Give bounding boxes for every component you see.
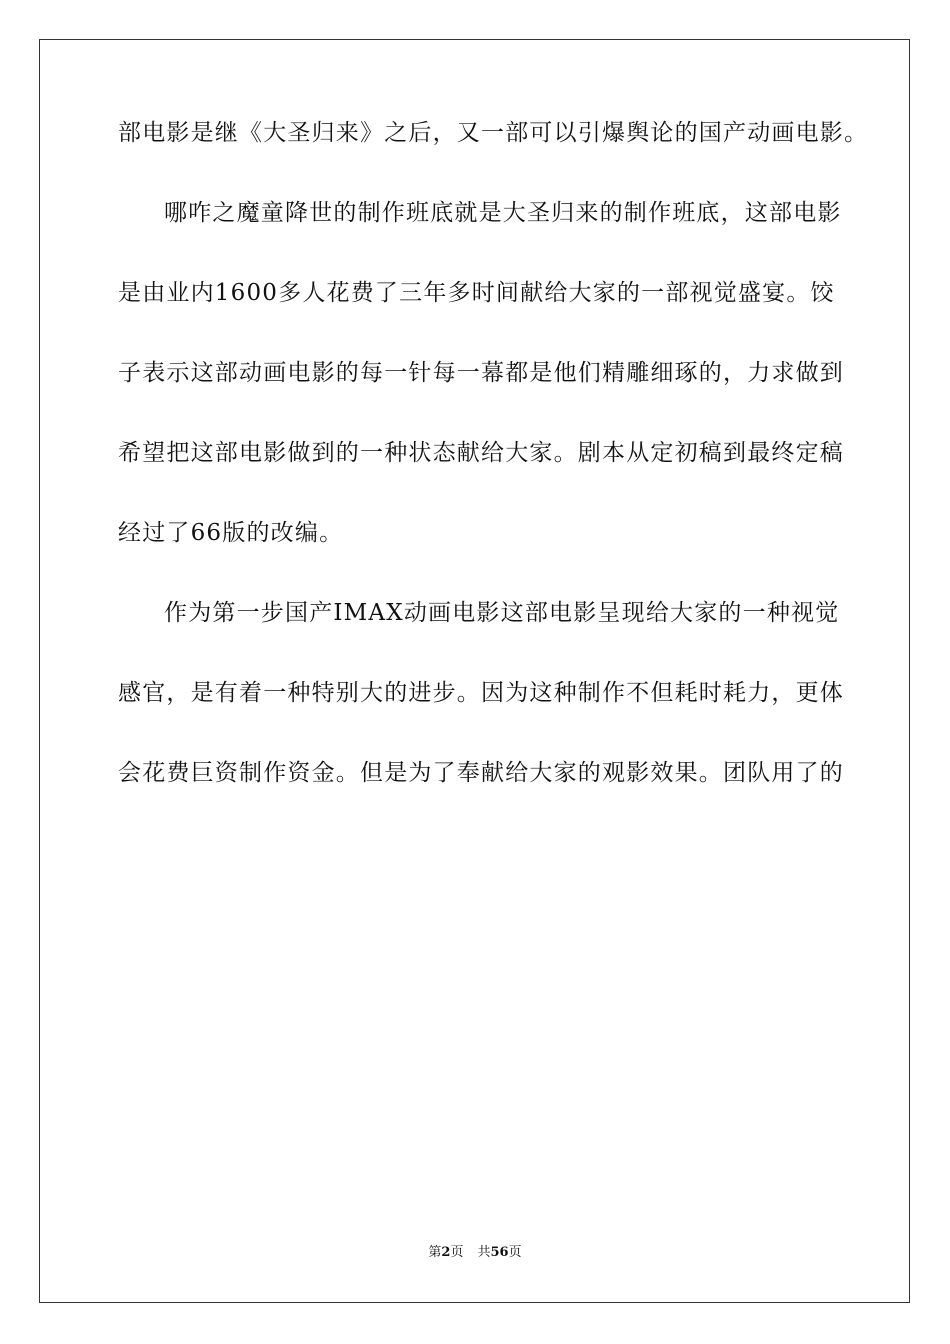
page-footer — [0, 1244, 950, 1262]
text-line: 会花费巨资制作资金。但是为了奉献给大家的观影效果。团队用了的 — [118, 760, 844, 786]
text-line: 感官，是有着一种特别大的进步。因为这种制作不但耗时耗力，更体 — [118, 680, 844, 706]
page-prefix: 第 — [428, 1245, 442, 1260]
page-suffix: 页 — [450, 1245, 464, 1260]
text-line: 子表示这部动画电影的每一针每一幕都是他们精雕细琢的，力求做到 — [118, 360, 844, 386]
page-number: 2 — [441, 1245, 451, 1260]
text-line: 作为第一步国产IMAX动画电影这部电影呈现给大家的一种视觉 — [164, 600, 840, 626]
text-line: 部电影是继《大圣归来》之后，又一部可以引爆舆论的国产动画电影。 — [118, 120, 869, 146]
text-line: 经过了66版的改编。 — [118, 520, 344, 546]
document-body — [118, 118, 869, 838]
text-line: 是由业内1600多人花费了三年多时间献给大家的一部视觉盛宴。饺 — [118, 280, 835, 306]
total-pages: 56 — [490, 1245, 509, 1260]
text-line: 哪咋之魔童降世的制作班底就是大圣归来的制作班底，这部电影 — [164, 200, 842, 226]
text-line: 希望把这部电影做到的一种状态献给大家。剧本从定初稿到最终定稿 — [118, 440, 844, 466]
total-suffix: 页 — [508, 1245, 522, 1260]
total-prefix: 共 — [477, 1245, 491, 1260]
